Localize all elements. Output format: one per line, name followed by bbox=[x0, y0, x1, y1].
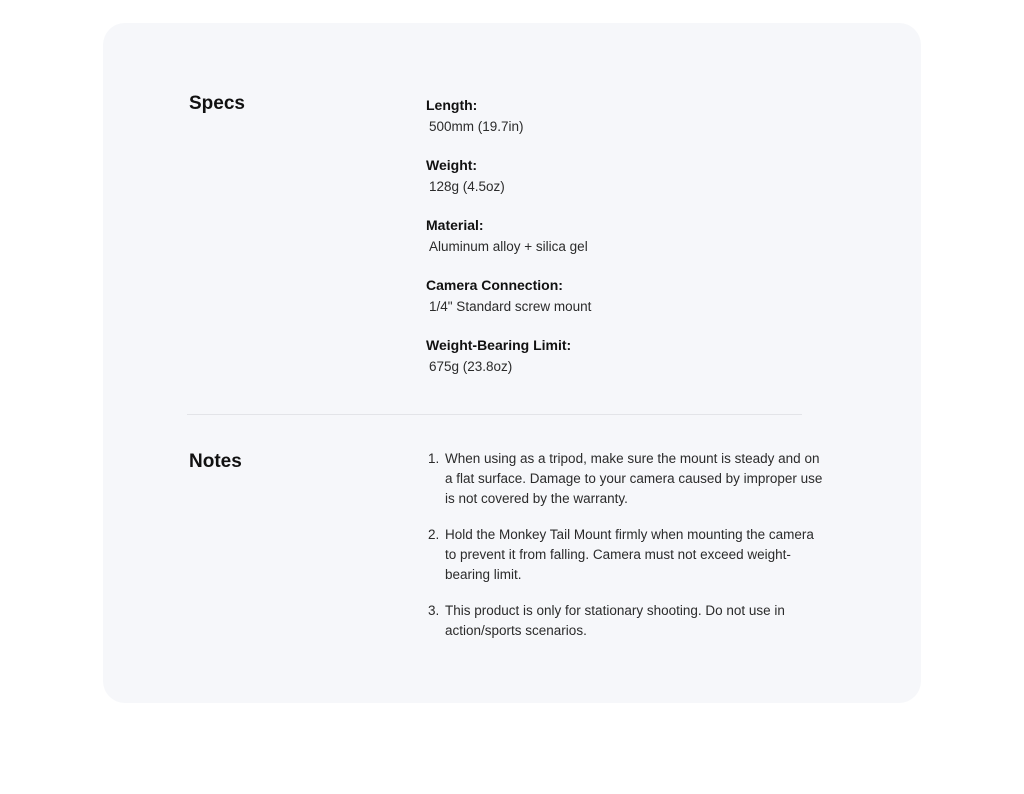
note-item bbox=[426, 601, 826, 641]
spec-label: Material: bbox=[426, 217, 484, 233]
spec-item-material bbox=[426, 216, 846, 256]
spec-label: Camera Connection: bbox=[426, 277, 563, 293]
spec-value: 675g (23.8oz) bbox=[429, 359, 513, 374]
specs-notes-card bbox=[103, 23, 921, 703]
spec-value: 128g (4.5oz) bbox=[429, 179, 505, 194]
spec-item-weight-bearing-limit bbox=[426, 336, 846, 376]
note-number: 2. bbox=[428, 527, 440, 542]
spec-value: Aluminum alloy + silica gel bbox=[429, 239, 588, 254]
specs-list bbox=[426, 96, 846, 396]
spec-value: 500mm (19.7in) bbox=[429, 119, 524, 134]
spec-label: Length: bbox=[426, 97, 478, 113]
note-item bbox=[426, 449, 826, 509]
spec-item-camera-connection bbox=[426, 276, 846, 316]
spec-label: Weight-Bearing Limit: bbox=[426, 337, 572, 353]
section-divider bbox=[187, 414, 802, 415]
note-number: 1. bbox=[428, 451, 440, 466]
note-number: 3. bbox=[428, 603, 440, 618]
note-text: When using as a tripod, make sure the mount is steady and on a flat surface. Damage to your camera caused by improper use is not covered by the warranty. bbox=[445, 451, 823, 506]
note-item bbox=[426, 525, 826, 585]
spec-item-weight bbox=[426, 156, 846, 196]
spec-item-length bbox=[426, 96, 846, 136]
spec-label: Weight: bbox=[426, 157, 478, 173]
note-text: Hold the Monkey Tail Mount firmly when mounting the camera to prevent it from falling. Camera must not exceed weight-bearing limit. bbox=[445, 527, 814, 582]
note-text: This product is only for stationary shooting. Do not use in action/sports scenarios. bbox=[445, 603, 785, 638]
specs-heading: Specs bbox=[189, 93, 245, 114]
notes-heading: Notes bbox=[189, 451, 242, 472]
notes-list bbox=[426, 449, 826, 657]
spec-value: 1/4" Standard screw mount bbox=[429, 299, 592, 314]
